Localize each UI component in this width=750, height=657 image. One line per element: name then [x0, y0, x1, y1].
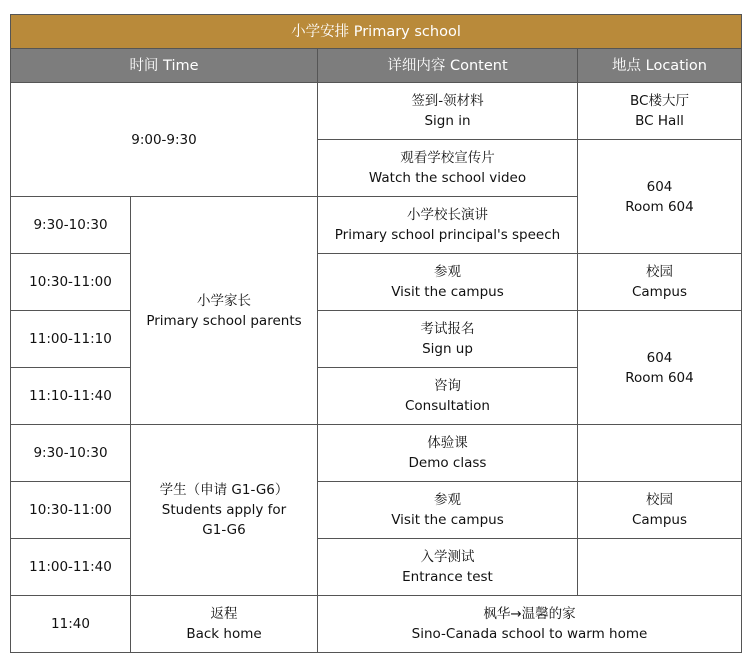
- time-cell: 11:00-11:10: [11, 311, 131, 368]
- back-cn: 返程: [210, 606, 238, 622]
- group-cell-students: [131, 425, 318, 596]
- table-row: [11, 254, 742, 311]
- location-cell-empty: [578, 425, 742, 482]
- location-cn: 校园: [646, 492, 673, 508]
- location-en: Campus: [631, 512, 687, 528]
- content-en: Consultation: [404, 398, 490, 414]
- title-row: [11, 15, 742, 49]
- content-cn: 考试报名: [420, 321, 475, 337]
- schedule-table: [10, 14, 742, 653]
- time-cell: 9:30-10:30: [11, 425, 131, 482]
- location-cell: [578, 83, 742, 140]
- group-cell-parents: [131, 197, 318, 425]
- location-cell-empty: [578, 539, 742, 596]
- table-title: 小学安排 Primary school: [11, 15, 742, 49]
- content-cell: [318, 539, 578, 596]
- location-cell: [578, 140, 742, 254]
- time-cell: 11:10-11:40: [11, 368, 131, 425]
- content-cell: [318, 368, 578, 425]
- back-en: Back home: [186, 626, 262, 642]
- location-cell: [578, 482, 742, 539]
- header-location: 地点 Location: [578, 49, 742, 83]
- content-cell: [318, 425, 578, 482]
- location-en: Room 604: [625, 369, 694, 386]
- location-cell: [578, 254, 742, 311]
- table-row: [11, 83, 742, 140]
- content-cn: 小学校长演讲: [407, 207, 488, 223]
- group-en: Students apply for: [161, 502, 287, 518]
- content-cn: 入学测试: [420, 549, 475, 565]
- time-cell: 10:30-11:00: [11, 482, 131, 539]
- content-cell: [318, 83, 578, 140]
- group-en: Primary school parents: [146, 312, 302, 329]
- final-cn: 枫华→温馨的家: [483, 606, 576, 622]
- content-cell: [318, 140, 578, 197]
- content-cn: 签到-领材料: [411, 93, 484, 109]
- content-cell: [318, 197, 578, 254]
- content-en: Sign up: [422, 341, 473, 357]
- content-cell-final: [318, 596, 742, 653]
- content-en: Entrance test: [402, 569, 493, 585]
- location-cn: BC楼大厅: [630, 93, 689, 109]
- location-cn: 604: [646, 349, 673, 366]
- content-cn: 体验课: [427, 435, 468, 451]
- header-content: 详细内容 Content: [318, 49, 578, 83]
- content-cell: [318, 311, 578, 368]
- content-en: Visit the campus: [391, 512, 504, 528]
- content-cn: 参观: [434, 492, 461, 508]
- content-en: Watch the school video: [368, 170, 527, 186]
- group-cn: 学生（申请 G1-G6）: [159, 482, 289, 498]
- content-en: Sign in: [424, 113, 471, 129]
- content-cn: 参观: [434, 264, 461, 280]
- table-row: [11, 425, 742, 482]
- location-cn: 校园: [646, 264, 673, 280]
- location-cell: [578, 311, 742, 425]
- content-en: Demo class: [408, 455, 487, 471]
- group-cn: 小学家长: [197, 292, 251, 309]
- table-row: [11, 311, 742, 368]
- table-row: [11, 482, 742, 539]
- location-en: Campus: [631, 284, 687, 300]
- time-cell: 11:00-11:40: [11, 539, 131, 596]
- header-row: [11, 49, 742, 83]
- header-time: 时间 Time: [11, 49, 318, 83]
- location-cn: 604: [646, 178, 673, 195]
- table-row: [11, 596, 742, 653]
- content-cn: 咨询: [434, 378, 461, 394]
- content-cn: 观看学校宣传片: [400, 150, 495, 166]
- content-en: Primary school principal's speech: [334, 227, 561, 243]
- time-cell: 11:40: [11, 596, 131, 653]
- content-cell: [318, 254, 578, 311]
- table-row: [11, 539, 742, 596]
- group-cell-back: [131, 596, 318, 653]
- location-en: BC Hall: [635, 113, 684, 129]
- time-cell: 9:00-9:30: [11, 83, 318, 197]
- location-en: Room 604: [625, 198, 694, 215]
- content-cell: [318, 482, 578, 539]
- final-en: Sino-Canada school to warm home: [411, 626, 648, 642]
- group-en-2: G1-G6: [202, 522, 246, 538]
- content-en: Visit the campus: [391, 284, 504, 300]
- time-cell: 10:30-11:00: [11, 254, 131, 311]
- time-cell: 9:30-10:30: [11, 197, 131, 254]
